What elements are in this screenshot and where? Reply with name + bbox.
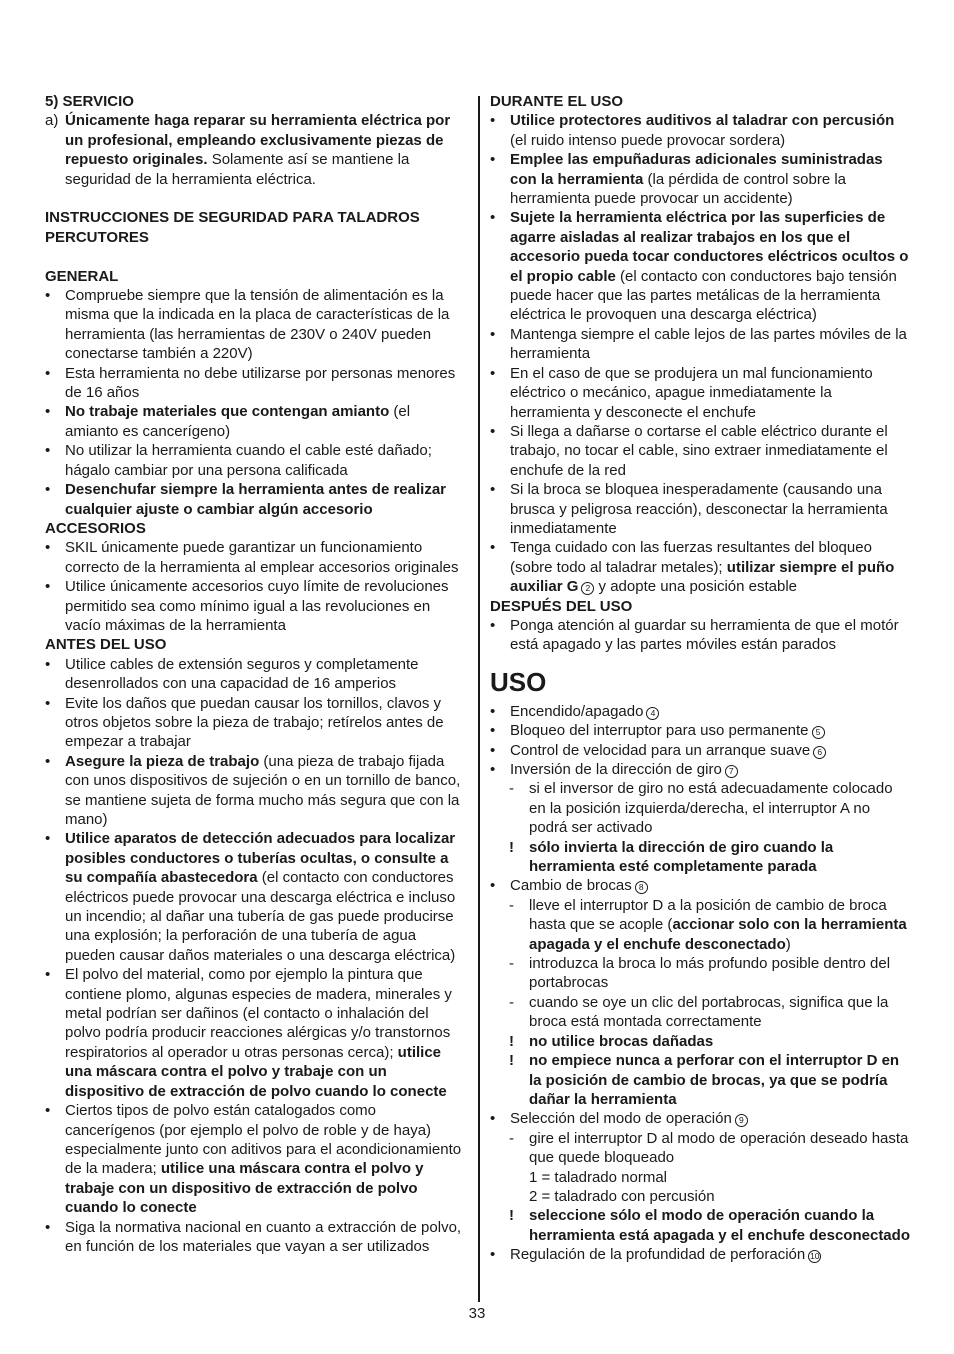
indented-line: [490, 1187, 912, 1206]
item-text: [65, 655, 467, 694]
item-text: [65, 965, 467, 1101]
column-divider: [478, 96, 480, 1302]
warning-item: [490, 838, 912, 877]
section-heading: [45, 208, 467, 247]
list-item: [45, 364, 467, 403]
item-text: [510, 422, 912, 480]
section-heading: [490, 92, 912, 111]
text-run: GENERAL: [45, 267, 119, 285]
item-marker: !: [509, 1032, 514, 1050]
text-run: introduzca la broca lo más profundo posible dentro del portabrocas: [529, 955, 891, 992]
list-item: [490, 150, 912, 208]
text-run: ): [785, 935, 791, 953]
item-marker: •: [490, 422, 496, 440]
item-text: [65, 111, 467, 189]
list-item: [490, 721, 912, 740]
bold-text: Únicamente haga reparar su herramienta eléctrica por un profesional, empleando exclusivamente piezas de repuesto originales.: [65, 112, 451, 169]
text-run: Evite los daños que puedan causar los tornillos, clavos y otros objetos sobre la pieza de trabajo; retírelos antes de empezar a trabajar: [65, 694, 444, 751]
list-item: [45, 1218, 467, 1257]
item-marker: •: [45, 966, 51, 984]
text-run: cuando se oye un clic del portabrocas, significa que la broca está montada correctamente: [529, 993, 889, 1031]
item-marker: •: [490, 877, 496, 895]
item-text: [510, 150, 912, 208]
text-run: ANTES DEL USO: [45, 636, 167, 654]
bold-text: Asegure la pieza de trabajo: [65, 752, 260, 770]
indented-line: [490, 1168, 912, 1187]
list-item: [490, 111, 912, 150]
item-text: [510, 721, 912, 740]
text-run: (el ruido intenso puede provocar sordera): [510, 131, 786, 149]
bold-text: sólo invierta la dirección de giro cuando la herramienta esté completamente parada: [529, 838, 834, 876]
item-text: [529, 1032, 912, 1051]
item-text: [510, 1245, 912, 1264]
item-marker: !: [509, 1207, 514, 1225]
text-run: Esta herramienta no debe utilizarse por personas menores de 16 años: [65, 364, 456, 402]
item-marker: •: [490, 1110, 496, 1128]
item-marker: •: [490, 722, 496, 740]
text-run: DURANTE EL USO: [490, 93, 624, 110]
sub-item: [490, 1129, 912, 1168]
item-marker: a): [45, 112, 59, 130]
bold-text: Sujete la herramienta eléctrica por las superficies de agarre aisladas al realizar trabajos en los que el accesorio pueda tocar conductores eléctricos ocultos o el propio cable: [510, 209, 909, 285]
text-run: Compruebe siempre que la tensión de alimentación es la misma que la indicada en la placa de características de la herramienta (las herramientas de 230V o 240V pueden conectarse también a 220V): [65, 287, 450, 363]
item-marker: -: [509, 955, 514, 973]
list-item: [45, 402, 467, 441]
item-text: [510, 1109, 912, 1128]
item-text: [510, 741, 912, 760]
text-run: 1 = taladrado normal: [529, 1168, 668, 1186]
item-text: [65, 441, 467, 480]
figure-reference: 8: [635, 881, 648, 894]
item-text: [65, 694, 467, 752]
list-item: [490, 538, 912, 596]
list-item: [490, 480, 912, 538]
text-run: (el contacto con conductores bajo tensión puede hacer que las partes metálicas de la herramienta eléctrica le provoquen una descarga eléctrica): [510, 267, 897, 324]
item-text: [65, 286, 467, 364]
item-marker: •: [490, 325, 496, 343]
warning-item: [490, 1032, 912, 1051]
item-text: [65, 829, 467, 965]
item-text: [529, 1129, 912, 1168]
item-marker: •: [45, 752, 51, 770]
text-run: y adopte una posición estable: [594, 578, 798, 596]
list-item: [490, 702, 912, 721]
sub-item: [490, 896, 912, 954]
text-run: No utilizar la herramienta cuando el cable esté dañado; hágalo cambiar por una persona calificada: [65, 442, 432, 479]
warning-item: [490, 1051, 912, 1109]
text-run: ACCESORIOS: [45, 519, 146, 537]
text-run: Si la broca se bloquea inesperadamente (causando una brusca y peligrosa reacción), desconectar la herramienta inmediatamente: [510, 481, 888, 537]
item-text: [510, 111, 912, 150]
item-marker: •: [490, 741, 496, 759]
item-marker: •: [45, 1218, 51, 1236]
item-marker: •: [45, 403, 51, 421]
bold-text: No trabaje materiales que contengan amianto: [65, 403, 390, 421]
list-item: [45, 694, 467, 752]
list-item: [45, 441, 467, 480]
item-text: [65, 538, 467, 577]
text-run: Bloqueo del interruptor para uso permanente: [510, 722, 809, 740]
text-run: SKIL únicamente puede garantizar un funcionamiento correcto de la herramienta al emplear accesorios originales: [65, 539, 459, 576]
figure-reference: 10: [809, 1251, 820, 1262]
item-marker: •: [490, 364, 496, 382]
section-heading: [490, 597, 912, 616]
bold-text: accionar solo con la herramienta apagada y el enchufe desconectado: [529, 916, 907, 953]
sub-item: [490, 993, 912, 1032]
left-column: [45, 92, 467, 1256]
item-marker: -: [509, 780, 514, 798]
item-text: [65, 577, 467, 635]
item-text: [529, 779, 912, 837]
text-run: 2 = taladrado con percusión: [529, 1187, 715, 1205]
item-text: [510, 876, 912, 895]
text-run: (el amianto es cancerígeno): [65, 403, 411, 440]
text-run: 5) SERVICIO: [45, 93, 134, 110]
text-run: Si llega a dañarse o cortarse el cable eléctrico durante el trabajo, no tocar el cable, sino extraer inmediatamente el enchufe de la red: [510, 422, 888, 479]
item-marker: •: [490, 616, 496, 634]
section-heading: [45, 635, 467, 654]
item-text: [65, 752, 467, 830]
text-run: USO: [490, 666, 547, 697]
item-text: [510, 325, 912, 364]
item-text: [510, 760, 912, 779]
text-run: Inversión de la dirección de giro: [510, 761, 722, 778]
text-run: Utilice cables de extensión seguros y completamente desenrollados con una capacidad de 16 amperios: [65, 655, 419, 693]
list-item: [490, 876, 912, 895]
sub-item: [490, 779, 912, 837]
list-item: [45, 111, 467, 189]
text-run: lleve el interruptor D a la posición de cambio de broca hasta que se acople (: [529, 896, 887, 934]
list-item: [45, 1101, 467, 1217]
list-item: [490, 364, 912, 422]
list-item: [45, 577, 467, 635]
text-run: Encendido/apagado: [510, 702, 644, 720]
item-text: [65, 1218, 467, 1257]
item-marker: •: [490, 151, 496, 169]
spacer: [45, 247, 467, 266]
figure-reference: 9: [735, 1114, 748, 1127]
section-heading: [45, 267, 467, 286]
item-text: [529, 896, 912, 954]
bold-text: Utilice aparatos de detección adecuados para localizar posibles conductores o tuberías ocultas, o consulte a su compañía abastecedora: [65, 830, 456, 887]
item-marker: •: [45, 578, 51, 596]
right-column: [490, 92, 912, 1265]
text-run: Utilice únicamente accesorios cuyo límite de revoluciones permitido sea como mínimo igual a las revoluciones en vacío máximas de la herramienta: [65, 578, 449, 634]
figure-reference: 4: [646, 707, 659, 720]
text-run: Control de velocidad para un arranque suave: [510, 741, 811, 759]
item-marker: •: [45, 655, 51, 673]
section-heading: [45, 519, 467, 538]
list-item: [45, 829, 467, 965]
text-run: (la pérdida de control sobre la herramienta puede provocar un accidente): [510, 170, 847, 208]
item-marker: •: [490, 209, 496, 227]
list-item: [490, 616, 912, 655]
item-text: [510, 208, 912, 324]
item-text: [65, 480, 467, 519]
text-run: Cambio de brocas: [510, 877, 632, 895]
item-text: [65, 364, 467, 403]
item-text: [529, 954, 912, 993]
list-item: [45, 655, 467, 694]
page-number: 33: [468, 1305, 486, 1322]
list-item: [45, 752, 467, 830]
list-item: [490, 208, 912, 324]
item-text: [510, 616, 912, 655]
figure-reference: 7: [725, 765, 738, 778]
sub-item: [490, 954, 912, 993]
item-text: [529, 1051, 912, 1109]
item-marker: •: [45, 287, 51, 305]
item-marker: •: [490, 1246, 496, 1264]
bold-text: Emplee las empuñaduras adicionales suministradas con la herramienta: [510, 151, 883, 188]
list-item: [45, 965, 467, 1101]
item-marker: •: [490, 702, 496, 720]
item-marker: •: [45, 1102, 51, 1120]
figure-reference: 6: [813, 746, 826, 759]
item-marker: •: [45, 830, 51, 848]
item-marker: •: [45, 442, 51, 460]
item-marker: •: [490, 112, 496, 130]
figure-reference: 5: [812, 726, 825, 739]
item-text: [529, 993, 912, 1032]
item-marker: -: [509, 993, 514, 1011]
list-item: [490, 422, 912, 480]
bold-text: Utilice protectores auditivos al taladrar con percusión: [510, 112, 895, 130]
text-run: Selección del modo de operación: [510, 1110, 732, 1128]
bold-text: utilice una máscara contra el polvo y trabaje con un dispositivo de extracción de polvo cuando lo conecte: [65, 1043, 447, 1100]
item-text: [510, 364, 912, 422]
bold-text: no empiece nunca a perforar con el interruptor D en la posición de cambio de brocas, ya que se podría dañar la herramienta: [529, 1052, 900, 1108]
item-text: [510, 538, 912, 596]
text-run: Ciertos tipos de polvo están catalogados como cancerígenos (por ejemplo el polvo de roble y de haya) especialmente junto con aditivos para el acondicionamiento de la madera;: [65, 1102, 462, 1178]
figure-reference: 2: [581, 582, 594, 595]
bold-text: seleccione sólo el modo de operación cuando la herramienta está apagada y el enchufe desconectado: [529, 1207, 910, 1244]
item-text: [529, 838, 912, 877]
item-text: [65, 1101, 467, 1217]
item-text: [510, 480, 912, 538]
item-marker: -: [509, 896, 514, 914]
text-run: El polvo del material, como por ejemplo la pintura que contiene plomo, algunas especies de madera, minerales y metal podrían ser dañinos (el contacto o inhalación del polvo podría producir reacciones alérgicas y/o transtornos respiratorios al operador u otras personas cerca);: [65, 966, 452, 1061]
item-marker: •: [45, 364, 51, 382]
warning-item: [490, 1206, 912, 1245]
text-run: Solamente así se mantiene la seguridad de la herramienta eléctrica.: [65, 151, 410, 188]
text-run: Tenga cuidado con las fuerzas resultantes del bloqueo (sobre todo al taladrar metales);: [510, 539, 872, 576]
text-run: En el caso de que se produjera un mal funcionamiento eléctrico o mecánico, apague inmediatamente la herramienta y desconecte el enchufe: [510, 364, 873, 421]
text-run: (una pieza de trabajo fijada con unos dispositivos de sujeción o en un tornillo de banco, se mantiene sujeta de forma mucho más segura que con la mano): [65, 752, 461, 828]
text-run: (el contacto con conductores eléctricos puede provocar una descarga eléctrica e incluso un incendio; al dañar una tubería de gas puede producirse una explosión; la perforación de una tubería de agua pueden causar daños materiales o una descarga eléctrica): [65, 869, 456, 964]
bold-text: utilizar siempre el puño auxiliar G: [510, 558, 895, 596]
item-text: [529, 1206, 912, 1245]
list-item: [490, 741, 912, 760]
item-marker: •: [490, 761, 496, 778]
chapter-title: [490, 667, 912, 697]
bold-text: utilice una máscara contra el polvo y trabaje con un dispositivo de extracción de polvo cuando lo conecte: [65, 1160, 424, 1217]
list-item: [490, 1109, 912, 1128]
item-marker: !: [509, 1052, 514, 1070]
list-item: [490, 1245, 912, 1264]
item-marker: -: [509, 1129, 514, 1147]
list-item: [490, 325, 912, 364]
item-text: [510, 702, 912, 721]
item-marker: •: [490, 539, 496, 557]
item-marker: •: [45, 481, 51, 499]
list-item: [45, 538, 467, 577]
section-heading: [45, 92, 467, 111]
spacer: [45, 189, 467, 208]
text-run: DESPUÉS DEL USO: [490, 597, 633, 615]
text-run: gire el interruptor D al modo de operación deseado hasta que quede bloqueado: [529, 1129, 909, 1167]
bold-text: Desenchufar siempre la herramienta antes de realizar cualquier ajuste o cambiar algún accesorio: [65, 481, 447, 518]
list-item: [45, 286, 467, 364]
list-item: [45, 480, 467, 519]
item-marker: •: [45, 539, 51, 557]
list-item: [490, 760, 912, 779]
text-run: si el inversor de giro no está adecuadamente colocado en la posición izquierda/derecha, el interruptor A no podrá ser activado: [529, 780, 893, 837]
text-run: INSTRUCCIONES DE SEGURIDAD PARA TALADROS PERCUTORES: [45, 209, 420, 246]
text-run: Siga la normativa nacional en cuanto a extracción de polvo, en función de los materiales que vayan a ser utilizados: [65, 1218, 462, 1255]
item-marker: •: [45, 694, 51, 712]
item-text: [65, 402, 467, 441]
text-run: Mantenga siempre el cable lejos de las partes móviles de la herramienta: [510, 325, 907, 363]
text-run: Ponga atención al guardar su herramienta de que el motór está apagado y las partes móviles están parados: [510, 616, 899, 654]
item-marker: !: [509, 838, 514, 856]
item-marker: •: [490, 481, 496, 499]
bold-text: no utilice brocas dañadas: [529, 1032, 714, 1050]
text-run: Regulación de la profundidad de perforación: [510, 1246, 806, 1264]
